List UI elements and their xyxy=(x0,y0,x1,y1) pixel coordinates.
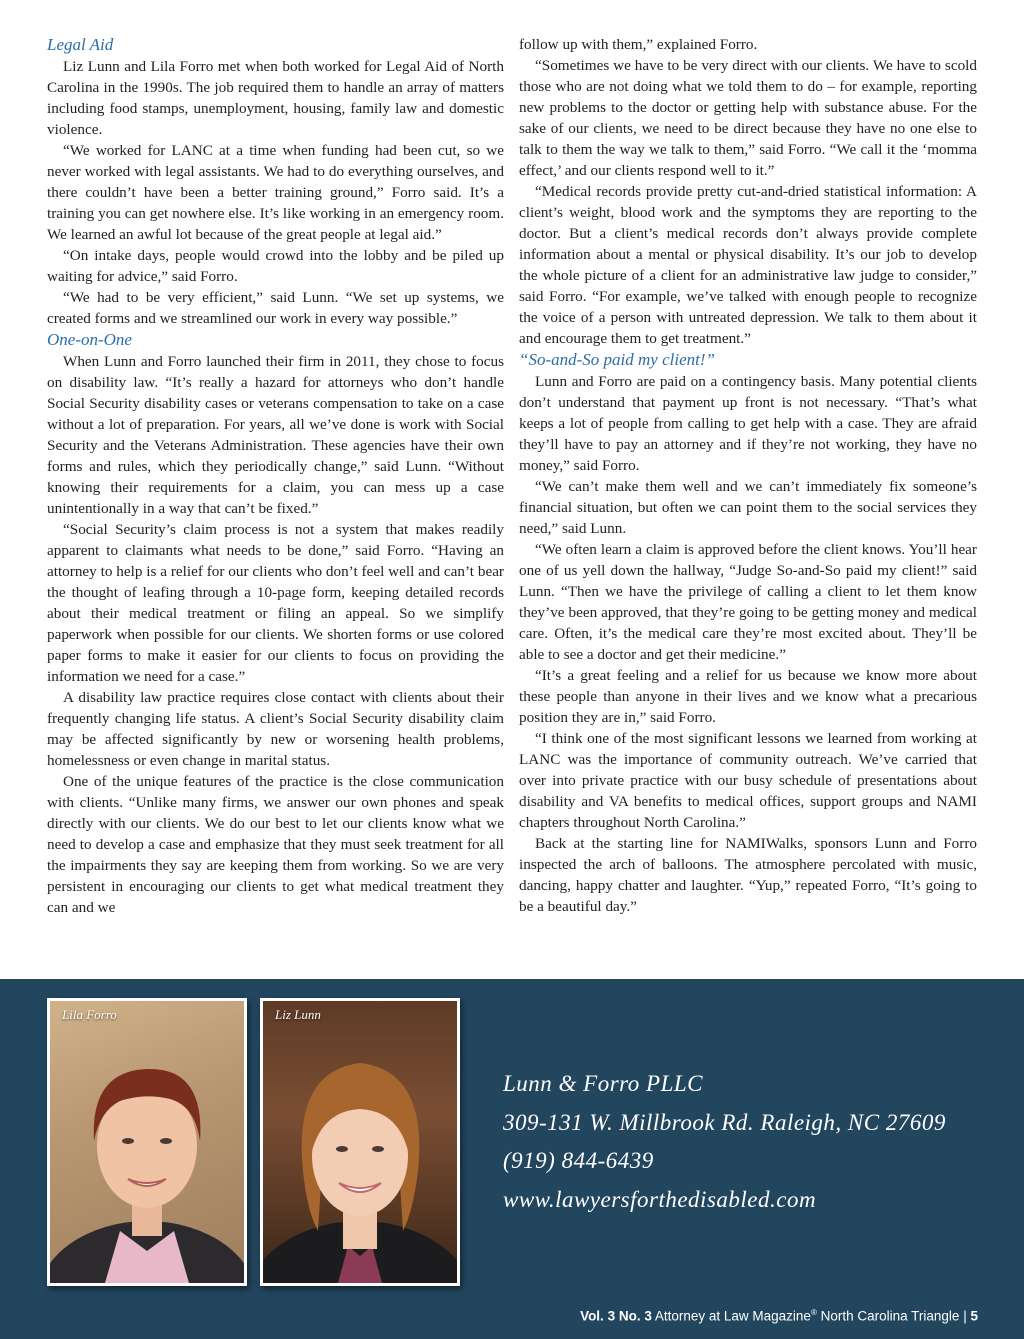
footer-separator: | xyxy=(963,1308,967,1324)
photo-caption-forro: Lila Forro xyxy=(62,1007,117,1022)
paragraph: Liz Lunn and Lila Forro met when both worked for Legal Aid of North Carolina in the 1990s. The job required them to handle an array of matters including food stamps, unemployment, housing, family law and domestic violence. xyxy=(47,58,504,138)
paragraph: One of the unique features of the practice is the close communication with clients. “Unlike many firms, we answer our own phones and speak directly with our clients. We do our best to let our clients know what we need to develop a case and emphasize that they must seek treatment for all the impairments they say are keeping them from working. So we are very persistent in encouraging our clients to get what medical treatment they can and we xyxy=(47,773,504,916)
paragraph: “On intake days, people would crowd into the lobby and be piled up waiting for advice,” said Forro. xyxy=(47,247,504,285)
paragraph: “It’s a great feeling and a relief for us because we know more about these people than anyone in their lives and we know what a precarious position they are in,” said Forro. xyxy=(519,667,977,726)
article-column-left xyxy=(47,34,504,918)
footer-edition: North Carolina Triangle xyxy=(820,1308,960,1324)
firm-address: 309-131 W. Millbrook Rd. Raleigh, NC 27609 xyxy=(503,1109,946,1135)
photo-liz-lunn xyxy=(260,998,460,1286)
section-heading: “So-and-So paid my client!” xyxy=(519,350,715,369)
paragraph: Back at the starting line for NAMIWalks, sponsors Lunn and Forro inspected the arch of balloons. The atmosphere percolated with music, dancing, happy chatter and laughter. “Yup,” repeated Forro, “It’s going to be a beautiful day.” xyxy=(519,835,977,915)
paragraph: “We can’t make them well and we can’t immediately fix someone’s financial situation, but often we can point them to the social services they need,” said Lunn. xyxy=(519,478,977,537)
firm-name: Lunn & Forro PLLC xyxy=(503,1071,704,1096)
paragraph: “Medical records provide pretty cut-and-dried statistical information: A client’s weight, blood work and the symptoms they are reporting to the doctor. But a client’s medical records don’t always provide complete information about a mental or physical disability. It’s our job to develop the whole picture of a client for an administrative law judge to consider,” said Forro. “For example, we’ve talked with enough people to recognize the voice of a person with untreated depression. We talk to them about it and encourage them to get treatment.” xyxy=(519,183,977,347)
paragraph: follow up with them,” explained Forro. xyxy=(519,36,758,53)
paragraph: “We often learn a claim is approved before the client knows. You’ll hear one of us yell down the hallway, “Judge So-and-So paid my client!” said Lunn. “Then we have the privilege of calling a client to let them know they’ve been approved, that they’re going to be getting money and medical care. Often, it’s the medical care they’re most excited about. They’ll be able to see a doctor and get their medicine.” xyxy=(519,541,977,663)
registered-mark: ® xyxy=(810,1308,817,1317)
portrait-illustration xyxy=(50,1001,244,1283)
photo-lila-forro xyxy=(47,998,247,1286)
page-footer xyxy=(580,1308,978,1324)
footer-volume: Vol. 3 No. 3 xyxy=(580,1308,652,1324)
paragraph: “Sometimes we have to be very direct with our clients. We have to scold those who are not doing what we told them to do – for example, reporting new problems to the doctor or getting help with substance abuse. For the sake of our clients, we need to be direct because they have no one else to talk to them the way we talk to them,” said Forro. “We call it the ‘momma effect,’ and our clients respond well to it.” xyxy=(519,57,977,179)
paragraph: “I think one of the most significant lessons we learned from working at LANC was the importance of community outreach. We’ve carried that over into private practice with our busy schedule of presentations about disability and VA benefits to medical offices, support groups and NAMI chapters throughout North Carolina.” xyxy=(519,730,977,831)
contact-block xyxy=(503,1065,946,1219)
section-heading: One-on-One xyxy=(47,330,132,349)
paragraph: A disability law practice requires close contact with clients about their frequently changing life status. A client’s Social Security disability claim may be affected significantly by new or worsening health problems, homelessness or even change in marital status. xyxy=(47,689,504,769)
paragraph: When Lunn and Forro launched their firm in 2011, they chose to focus on disability law. “It’s really a hazard for attorneys who don’t handle Social Security disability cases or veterans compensation to take on a case without a lot of preparation. For years, all we’ve done is work with Social Security and the Veterans Administration. These agencies have their own forms and rules, which they periodically change,” said Lunn. “Without knowing their requirements for a claim, you can mess up a case unintentionally in a way that can’t be fixed.” xyxy=(47,353,504,517)
section-heading: Legal Aid xyxy=(47,35,114,54)
article-column-right xyxy=(519,34,977,917)
photo-caption-lunn: Liz Lunn xyxy=(275,1007,321,1022)
firm-phone: (919) 844-6439 xyxy=(503,1148,654,1173)
firm-website[interactable]: www.lawyersforthedisabled.com xyxy=(503,1186,817,1212)
footer-magazine: Attorney at Law Magazine xyxy=(654,1308,811,1324)
paragraph: “We worked for LANC at a time when funding had been cut, so we never worked with legal assistants. We had to do everything ourselves, and there couldn’t have been a better training ground,” Forro said. It’s a training you can get nowhere else. It’s like working in an emergency room. We learned an awful lot because of the great people at legal aid.” xyxy=(47,142,504,243)
paragraph: “Social Security’s claim process is not a system that makes readily apparent to claimants what needs to be done,” said Forro. “Having an attorney to help is a relief for our clients who don’t feel well and can’t bear the thought of leafing through a 10-page form, keeping detailed records about their medical treatment or filing an appeal. So we simplify paperwork when possible for our clients. We shorten forms or use colored paper forms to make it easier for our clients to focus on providing the information we need for a case.” xyxy=(47,521,504,685)
paragraph: “We had to be very efficient,” said Lunn. “We set up systems, we created forms and we streamlined our work in every way possible.” xyxy=(47,289,504,327)
page-number: 5 xyxy=(970,1308,978,1324)
paragraph: Lunn and Forro are paid on a contingency basis. Many potential clients don’t understand that payment up front is not necessary. “That’s what keeps a lot of people from calling to get help with a case. They are afraid they’ll have to pay an attorney and if they’re not working, they have no money,” said Forro. xyxy=(519,373,977,474)
portrait-illustration xyxy=(263,1001,457,1283)
